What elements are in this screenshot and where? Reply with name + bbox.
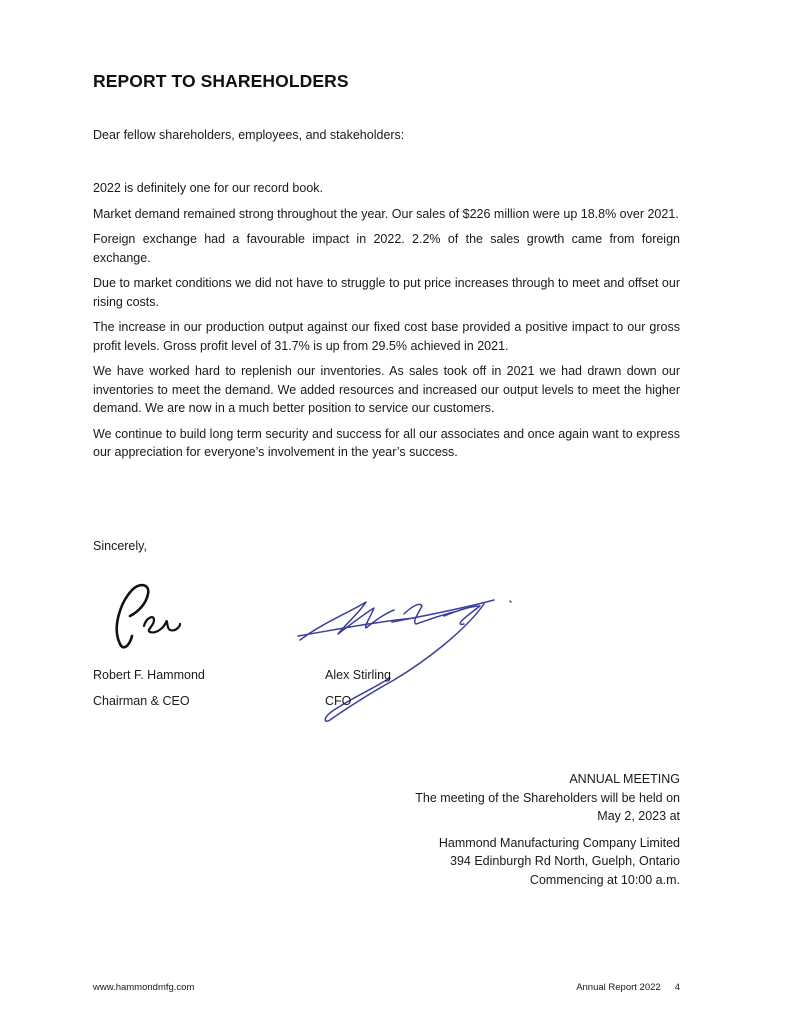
meeting-time: Commencing at 10:00 a.m. xyxy=(529,872,680,887)
meeting-line: The meeting of the Shareholders will be held on xyxy=(415,790,680,805)
page-title: REPORT TO SHAREHOLDERS xyxy=(93,71,349,91)
signatory-title: CFO xyxy=(325,694,352,708)
signatory-title: Chairman & CEO xyxy=(93,694,190,708)
meeting-address: 394 Edinburgh Rd North, Guelph, Ontario xyxy=(450,854,680,868)
paragraph: We have worked hard to replenish our inventories. As sales took off in 2021 we had drawn down our inventories to meet the demand. We added resources and increased our output levels to meet the higher demand. We are now in a much better position to service our customers. xyxy=(93,364,680,415)
signatory-name: Robert F. Hammond xyxy=(93,668,205,682)
meeting-heading: ANNUAL MEETING xyxy=(569,772,680,786)
paragraph: Due to market conditions we did not have to struggle to put price increases through to meet and offset our rising costs. xyxy=(93,276,680,309)
letter-body xyxy=(93,179,680,469)
paragraph: Foreign exchange had a favourable impact in 2022. 2.2% of the sales growth came from foreign exchange. xyxy=(93,232,680,265)
paragraph: The increase in our production output against our fixed cost base provided a positive impact to our gross profit levels. Gross profit level of 31.7% is up from 29.5% achieved in 2021. xyxy=(93,320,680,353)
salutation: Dear fellow shareholders, employees, and stakeholders: xyxy=(93,128,405,142)
footer-report-info xyxy=(576,982,680,993)
footer-website: www.hammondmfg.com xyxy=(93,982,195,993)
paragraph: We continue to build long term security and success for all our associates and once again want to express our appreciation for everyone’s involvement in the year’s success. xyxy=(93,426,680,459)
paragraph: Market demand remained strong throughout the year. Our sales of $226 million were up 18.8% over 2021. xyxy=(93,206,679,221)
meeting-date: May 2, 2023 at xyxy=(597,809,680,823)
paragraph: 2022 is definitely one for our record book. xyxy=(93,181,323,195)
footer-report-title: Annual Report 2022 xyxy=(576,982,661,993)
annual-meeting-notice xyxy=(415,770,680,889)
closing: Sincerely, xyxy=(93,539,147,553)
page-number: 4 xyxy=(674,982,680,993)
signatory-name: Alex Stirling xyxy=(325,668,391,682)
signature-hammond xyxy=(110,578,190,653)
meeting-company: Hammond Manufacturing Company Limited xyxy=(438,835,680,850)
